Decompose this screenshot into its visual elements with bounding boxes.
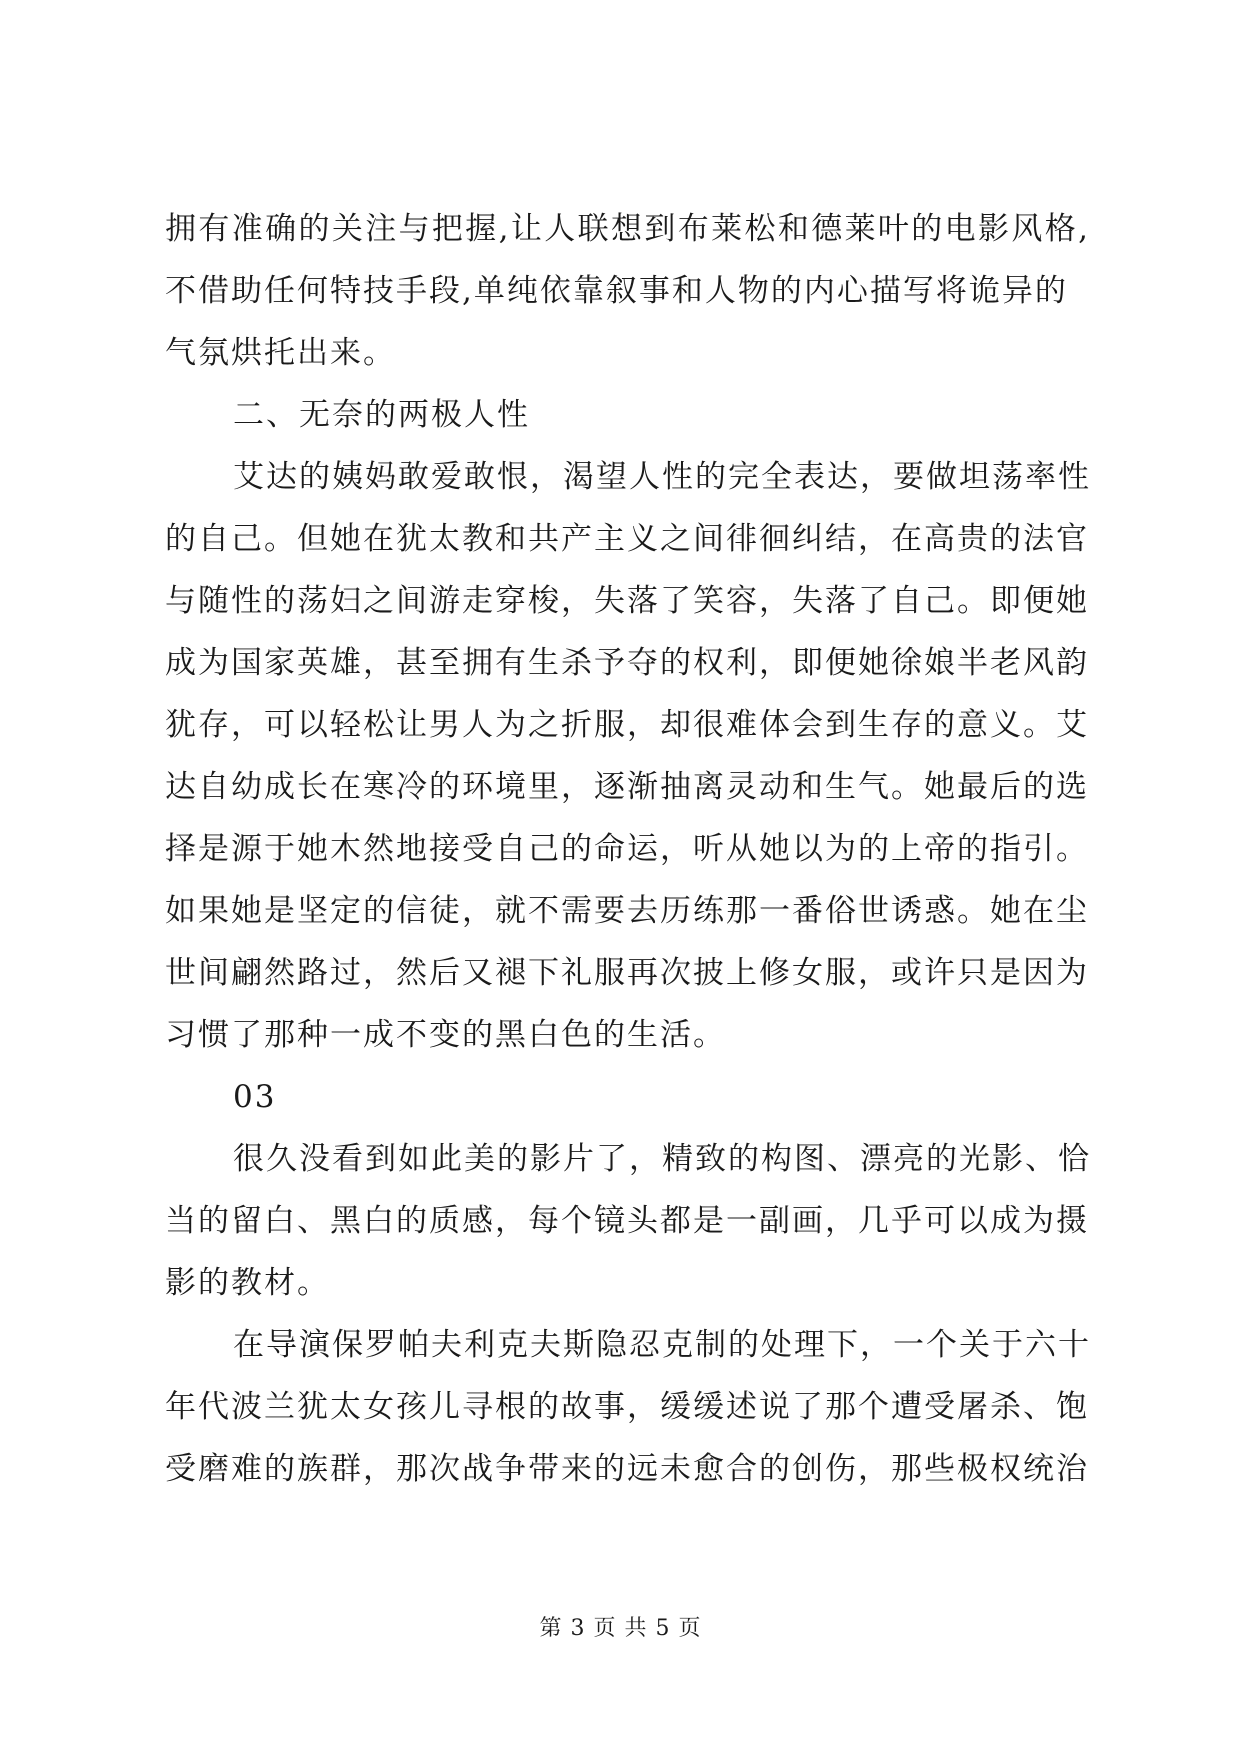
text-line: 当的留白、黑白的质感，每个镜头都是一副画，几乎可以成为摄 [165, 1203, 1089, 1239]
text-line: 的自己。但她在犹太教和共产主义之间徘徊纠结，在高贵的法官 [165, 521, 1089, 557]
text-line: 达自幼成长在寒冷的环境里，逐渐抽离灵动和生气。她最后的选 [165, 769, 1089, 805]
text-line: 与随性的荡妇之间游走穿梭，失落了笑容，失落了自己。即便她 [165, 583, 1089, 619]
text-line: 犹存，可以轻松让男人为之折服，却很难体会到生存的意义。艾 [165, 707, 1089, 743]
text-line: 受磨难的族群，那次战争带来的远未愈合的创伤，那些极权统治 [165, 1451, 1089, 1487]
text-line: 年代波兰犹太女孩儿寻根的故事，缓缓述说了那个遭受屠杀、饱 [165, 1389, 1089, 1425]
section-heading: 二、无奈的两极人性 [233, 397, 530, 433]
text-line: 在导演保罗帕夫利克夫斯隐忍克制的处理下，一个关于六十 [233, 1327, 1091, 1363]
body-text [165, 198, 1090, 1500]
page-number-footer: 第 3 页 共 5 页 [539, 1616, 702, 1641]
text-line: 成为国家英雄，甚至拥有生杀予夺的权利，即便她徐娘半老风韵 [165, 645, 1089, 681]
text-line: 如果她是坚定的信徒，就不需要去历练那一番俗世诱惑。她在尘 [165, 893, 1089, 929]
text-line: 不借助任何特技手段,单纯依靠叙事和人物的内心描写将诡异的 [165, 273, 1068, 309]
section-number: 03 [233, 1079, 277, 1115]
text-line: 气氛烘托出来。 [165, 335, 396, 371]
text-line: 影的教材。 [165, 1265, 330, 1301]
text-line: 世间翩然路过，然后又褪下礼服再次披上修女服，或许只是因为 [165, 955, 1089, 991]
text-line: 习惯了那种一成不变的黑白色的生活。 [165, 1017, 726, 1053]
text-line: 很久没看到如此美的影片了，精致的构图、漂亮的光影、恰 [233, 1141, 1091, 1177]
text-line: 拥有准确的关注与把握,让人联想到布莱松和德莱叶的电影风格, [165, 211, 1090, 247]
text-line: 择是源于她木然地接受自己的命运，听从她以为的上帝的指引。 [165, 831, 1089, 867]
text-line: 艾达的姨妈敢爱敢恨，渴望人性的完全表达，要做坦荡率性 [233, 459, 1091, 495]
